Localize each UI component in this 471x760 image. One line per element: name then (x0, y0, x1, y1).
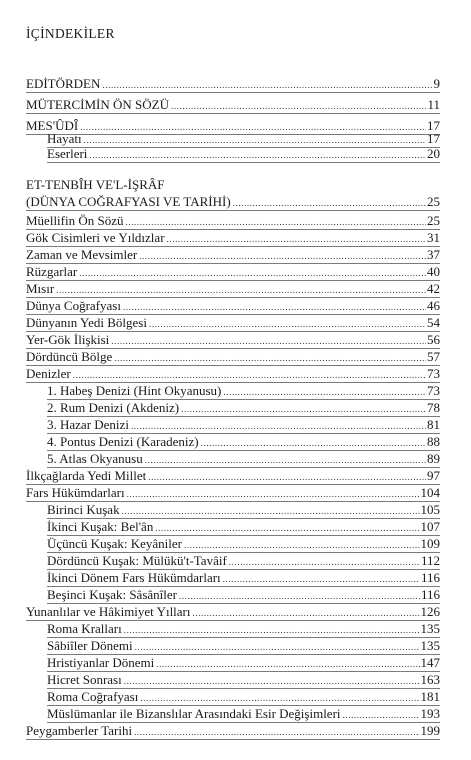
toc-entry-page: 116 (420, 587, 440, 602)
dot-leader (223, 384, 426, 400)
toc-entry-page: 73 (427, 366, 440, 381)
toc-entry-title: İkinci Dönem Fars Hükümdarları (47, 570, 221, 585)
dot-leader (102, 77, 432, 93)
toc-entry-page: 89 (427, 451, 440, 466)
toc-entry-title: Dünya Coğrafyası (26, 298, 121, 313)
toc-entry-title: Beşinci Kuşak: Sâsânîler (47, 587, 177, 602)
toc-entry (26, 281, 440, 298)
toc-entry-page: 193 (420, 706, 440, 721)
toc-entry (26, 315, 440, 332)
toc-entry-title: 2. Rum Denizi (Akdeniz) (47, 400, 180, 415)
dot-leader (140, 690, 419, 706)
toc-entry (26, 213, 440, 230)
toc-entry-title: Zaman ve Mevsimler (26, 247, 138, 262)
toc-entry-title: Roma Coğrafyası (47, 689, 139, 704)
toc-entry (26, 723, 440, 740)
dot-leader (181, 401, 426, 417)
toc-entry-page: 25 (427, 213, 440, 228)
toc-entry-page: 42 (427, 281, 440, 296)
toc-entry (26, 604, 440, 621)
toc-entry-title: Fars Hükümdarları (26, 485, 125, 500)
toc-entry-title: EDİTÖRDEN (26, 76, 101, 91)
dot-leader (145, 452, 426, 468)
toc-entry-title: Mısır (26, 281, 55, 296)
dot-leader (201, 435, 426, 451)
toc-entry-title: Hicret Sonrası (47, 672, 122, 687)
toc-entry (26, 97, 440, 114)
toc-entry-title: Müslümanlar ile Bizanslılar Arasındaki Esir Değişimleri (47, 706, 341, 721)
toc-entry (26, 468, 440, 485)
toc-entry-page: 116 (420, 570, 440, 585)
toc-entry-title: İkinci Kuşak: Bel'ân (47, 519, 154, 534)
dot-leader (167, 231, 426, 247)
toc-entry (26, 332, 440, 349)
toc-entry-page: 112 (420, 553, 440, 568)
toc-entry (47, 706, 440, 723)
toc-entry-title: Hayatı (47, 131, 82, 146)
toc-entry-page: 126 (420, 604, 440, 619)
toc-entry (47, 451, 440, 468)
toc-entry-page: 11 (427, 97, 440, 112)
toc-entry-title: MÜTERCİMİN ÖN SÖZÜ (26, 97, 169, 112)
toc-entry (47, 383, 440, 400)
toc-entry (26, 366, 440, 383)
dot-leader (127, 486, 420, 502)
toc-entry (26, 485, 440, 502)
toc-entry (47, 655, 440, 672)
dot-leader (229, 554, 420, 570)
toc-entry-page: 37 (427, 247, 440, 262)
toc-entry-page: 17 (427, 131, 440, 146)
toc-entry-page: 135 (420, 621, 440, 636)
toc-entry (47, 553, 440, 570)
toc-entry-title: 5. Atlas Okyanusu (47, 451, 143, 466)
dot-leader (155, 520, 419, 536)
dot-leader (123, 299, 426, 315)
toc-entry-title: Gök Cisimleri ve Yıldızlar (26, 230, 165, 245)
toc-entry (26, 230, 440, 247)
dot-leader (124, 622, 420, 638)
toc-entry-title: Eserleri (47, 146, 88, 161)
toc-entry-title: Peygamberler Tarihi (26, 723, 133, 738)
toc-entry-page: 88 (427, 434, 440, 449)
toc-entry-page: 31 (427, 230, 440, 245)
toc-entry (26, 194, 440, 211)
toc-entry (47, 536, 440, 553)
toc-entry-page: 109 (420, 536, 440, 551)
toc-entry (26, 177, 440, 193)
toc-entry-page: 107 (420, 519, 440, 534)
toc-entry-page: 97 (427, 468, 440, 483)
toc-entry (47, 689, 440, 706)
toc-entry-title: 1. Habeş Denizi (Hint Okyanusu) (47, 383, 222, 398)
dot-leader (124, 673, 420, 689)
toc-entry-title: 3. Hazar Denizi (47, 417, 129, 432)
toc-entry-page: 9 (433, 76, 440, 91)
toc-entry (26, 298, 440, 315)
toc-entry-page: 78 (427, 400, 440, 415)
toc-entry (47, 638, 440, 655)
toc-entry-page: 73 (427, 383, 440, 398)
toc-entry-title: Dünyanın Yedi Bölgesi (26, 315, 147, 330)
toc-entry-title: Roma Kralları (47, 621, 122, 636)
toc-entry-page: 56 (427, 332, 440, 347)
dot-leader (73, 367, 426, 383)
dot-leader (148, 469, 426, 485)
toc-entry-title: Yunanlılar ve Hâkimiyet Yılları (26, 604, 191, 619)
toc-entry-page: 54 (427, 315, 440, 330)
toc-entry-page: 105 (420, 502, 440, 517)
dot-leader (114, 350, 426, 366)
toc-entry-title: Sâbiîler Dönemi (47, 638, 133, 653)
toc-entry (47, 621, 440, 638)
page-title: İÇİNDEKİLER (26, 26, 115, 41)
toc-entry (47, 519, 440, 536)
toc-entry-title: Birinci Kuşak (47, 502, 120, 517)
dot-leader (122, 503, 420, 519)
toc-entry-title: 4. Pontus Denizi (Karadeniz) (47, 434, 199, 449)
toc-entry (47, 570, 440, 587)
dot-leader (111, 333, 426, 349)
toc-entry (26, 349, 440, 366)
dot-leader (149, 316, 426, 332)
toc-entry (47, 434, 440, 451)
dot-leader (139, 248, 426, 264)
toc-entry-title: Denizler (26, 366, 71, 381)
dot-leader (179, 588, 420, 604)
dot-leader (131, 418, 426, 434)
dot-leader (156, 656, 419, 672)
dot-leader (233, 195, 426, 211)
toc-entry-title: Üçüncü Kuşak: Keyâniler (47, 536, 183, 551)
toc-entry-page: 25 (427, 194, 440, 209)
toc-entry-title: Dördüncü Kuşak: Mülükü't-Tavâif (47, 553, 227, 568)
toc-entry-page: 17 (427, 118, 440, 133)
dot-leader (223, 571, 420, 587)
toc-entry-title: MES'ÛDÎ (26, 118, 79, 133)
toc-entry-title: Müellifin Ön Sözü (26, 213, 124, 228)
toc-entry (26, 264, 440, 281)
dot-leader (193, 605, 420, 621)
toc-entry-page: 46 (427, 298, 440, 313)
toc-entry-title: Hristiyanlar Dönemi (47, 655, 155, 670)
dot-leader (134, 724, 419, 740)
dot-leader (89, 147, 426, 163)
dot-leader (343, 707, 420, 723)
toc-entry-page: 181 (420, 689, 440, 704)
dot-leader (56, 282, 426, 298)
toc-entry-page: 40 (427, 264, 440, 279)
toc-entry (47, 400, 440, 417)
toc-entry-page: 147 (420, 655, 440, 670)
toc-entry (47, 417, 440, 434)
toc-entry-page: 20 (427, 146, 440, 161)
toc-entry-title: Rüzgarlar (26, 264, 78, 279)
toc-entry-title: Yer-Gök İlişkisi (26, 332, 110, 347)
dot-leader (79, 265, 426, 281)
toc-entry-page: 57 (427, 349, 440, 364)
toc-entry-page: 135 (420, 638, 440, 653)
toc-entry-page: 104 (420, 485, 440, 500)
dot-leader (184, 537, 419, 553)
toc-entry-title: Dördüncü Bölge (26, 349, 113, 364)
toc-entry (47, 672, 440, 689)
toc-entry (47, 587, 440, 604)
toc-entry-page: 163 (420, 672, 440, 687)
toc-entry-page: 81 (427, 417, 440, 432)
toc-entry-page: 199 (420, 723, 440, 738)
toc-entry-title: ET-TENBÎH VE'L-İŞRÂF (26, 177, 165, 192)
toc-entry (47, 502, 440, 519)
toc-entry-title: İlkçağlarda Yedi Millet (26, 468, 147, 483)
toc-entry (26, 247, 440, 264)
dot-leader (126, 214, 427, 230)
toc-entry (47, 146, 440, 163)
dot-leader (171, 98, 426, 114)
dot-leader (135, 639, 420, 655)
toc-entry-title: (DÜNYA COĞRAFYASI VE TARİHİ) (26, 194, 231, 209)
toc-entry (26, 76, 440, 93)
